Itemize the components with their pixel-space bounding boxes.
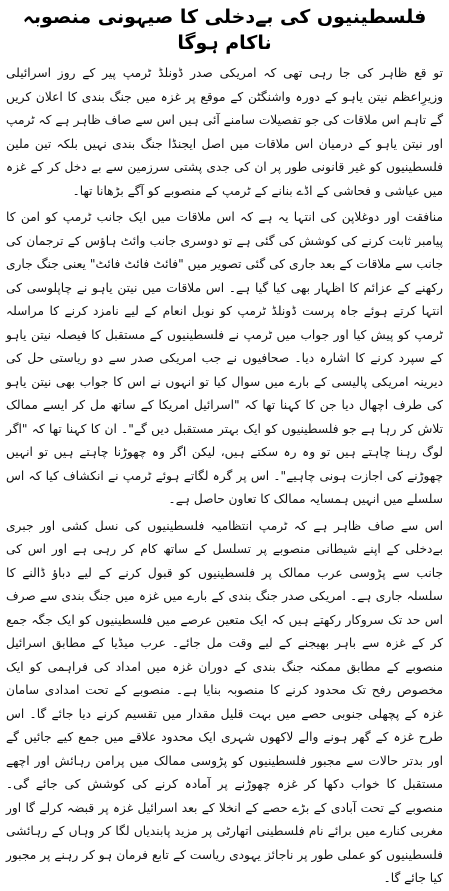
paragraph-1: تو قع ظاہر کی جا رہی تھی کہ امریکی صدر ڈونلڈ ٹرمپ پیر کے روز اسرائیلی وزیرِاعظم نیتن یاہو کے دورہ واشنگٹن کے موقع پر غزہ میں جنگ بندی کا اعلان کریں گے تاہم اس ملاقات کی جو تفصیلات سامنے آئی ہیں اس سے صاف ظاہر ہے کہ ٹرمپ اور نیتن یاہو کے درمیان اس ملاقات میں اصل ایجنڈا جنگ بندی نہیں بلکہ تین ملین فلسطینیوں کو غیر قانونی طور پر ان کی جدی پشتی سرزمین سے بے دخل کر کے غزہ میں عیاشی و فحاشی کے اڈے بنانے کے ٹرمپ کے منصوبے کو آگے بڑھانا تھا۔ <box>6 66 443 198</box>
paragraph-2: منافقت اور دوغلاپن کی انتہا یہ ہے کہ اس ملاقات میں ایک جانب ٹرمپ کو امن کا پیامبر ثابت کرنے کی کوشش کی گئی ہے تو دوسری جانب وائٹ ہاؤس کے ترجمان کی جانب سے ملاقات کے بعد جاری کی گئی تصویر میں "فائٹ فائٹ فائٹ" یعنی جنگ جاری رکھنے کے عزائم کا اظہار بھی کیا گیا ہے۔ اس ملاقات میں نیتن یاہو نے چاپلوسی کی انتہا کرتے ہوئے جاہ پرست ڈونلڈ ٹرمپ کو نوبل انعام کے لیے نامزد کرنے کا مراسلہ ٹرمپ کو پیش کیا اور جواب میں ٹرمپ نے فلسطینیوں کے مستقبل کا فیصلہ نیتن یاہو کے سپرد کرنے کا اشارہ دیا۔ صحافیوں نے جب امریکی صدر سے دو ریاستی حل کی دیرینہ امریکی پالیسی کے بارے میں سوال کیا تو انہوں نے اس کا جواب بھی نیتن یاہو کی طرف اچھال دیا جن کا کہنا تھا کہ "اسرائیل امریکا کے ساتھ مل کر ایسے ممالک تلاش کر رہا ہے جو فلسطینیوں کو ایک بہتر مستقبل دیں گے"۔ ان کا کہنا تھا کہ "اگر لوگ رہنا چاہتے ہیں تو وہ رہ سکتے ہیں، لیکن اگر وہ چھوڑنا چاہتے ہیں تو انہیں چھوڑنے کی اجازت ہونی چاہیے"۔ اس پر گرہ لگاتے ہوئے ٹرمپ نے انکشاف کیا کہ اس سلسلے میں انہیں ہمسایہ ممالک کا تعاون حاصل ہے۔ <box>6 210 443 506</box>
article <box>6 4 443 885</box>
paragraph-3: اس سے صاف ظاہر ہے کہ ٹرمپ انتظامیہ فلسطینیوں کی نسل کشی اور جبری بےدخلی کے اپنے شیطانی منصوبے پر تسلسل کے ساتھ کام کر رہی ہے اور اس کی جانب سے پڑوسی عرب ممالک پر فلسطینیوں کو قبول کرنے کے لیے دباؤ ڈالنے کا سلسلہ جاری ہے۔ امریکی صدر جنگ بندی کے بارے میں غزہ میں جنگ بندی سے صرف اس حد تک سروکار رکھتے ہیں کہ ایک متعین عرصے میں فلسطینیوں کو ایک جگہ جمع کر کے غزہ سے باہر بھیجنے کے لیے وقت مل جائے۔ عرب میڈیا کے مطابق اسرائیل منصوبے کے مطابق ممکنہ جنگ بندی کے دوران غزہ میں امداد کی فراہمی کو ایک مخصوص رفح تک محدود کرنے کا منصوبہ بنایا ہے۔ منصوبے کے تحت امدادی سامان غزہ کے پچھلی جنوبی حصے میں بہت قلیل مقدار میں تقسیم کرنے دیا جائے گا۔ اس طرح غزہ کے گھر ہونے والے لاکھوں شہری ایک محدود علاقے میں جمع کیے جائیں گے اور بدتر حالات سے مجبور فلسطینیوں کو پڑوسی ممالک میں پرامن رہائش اور اچھے مستقبل کا خواب دکھا کر غزہ چھوڑنے پر آمادہ کرنے کی کوشش کی جائے گی۔ منصوبے کے تحت آبادی کے بڑے حصے کے انخلا کے بعد اسرائیل غزہ پر قبضہ کرلے گا اور مغربی کنارے میں برائے نام فلسطینی اتھارٹی پر مزید پابندیاں لگا کر وہاں کے رہائشی فلسطینیوں کو عملی طور پر ناجائز یہودی ریاست کے تابع فرمان ہو کر رہنے پر مجبور کیا جائے گا۔ <box>6 518 443 885</box>
headline: فلسطینیوں کی بےدخلی کا صیہونی منصوبہ ناکام ہوگا <box>22 6 427 54</box>
